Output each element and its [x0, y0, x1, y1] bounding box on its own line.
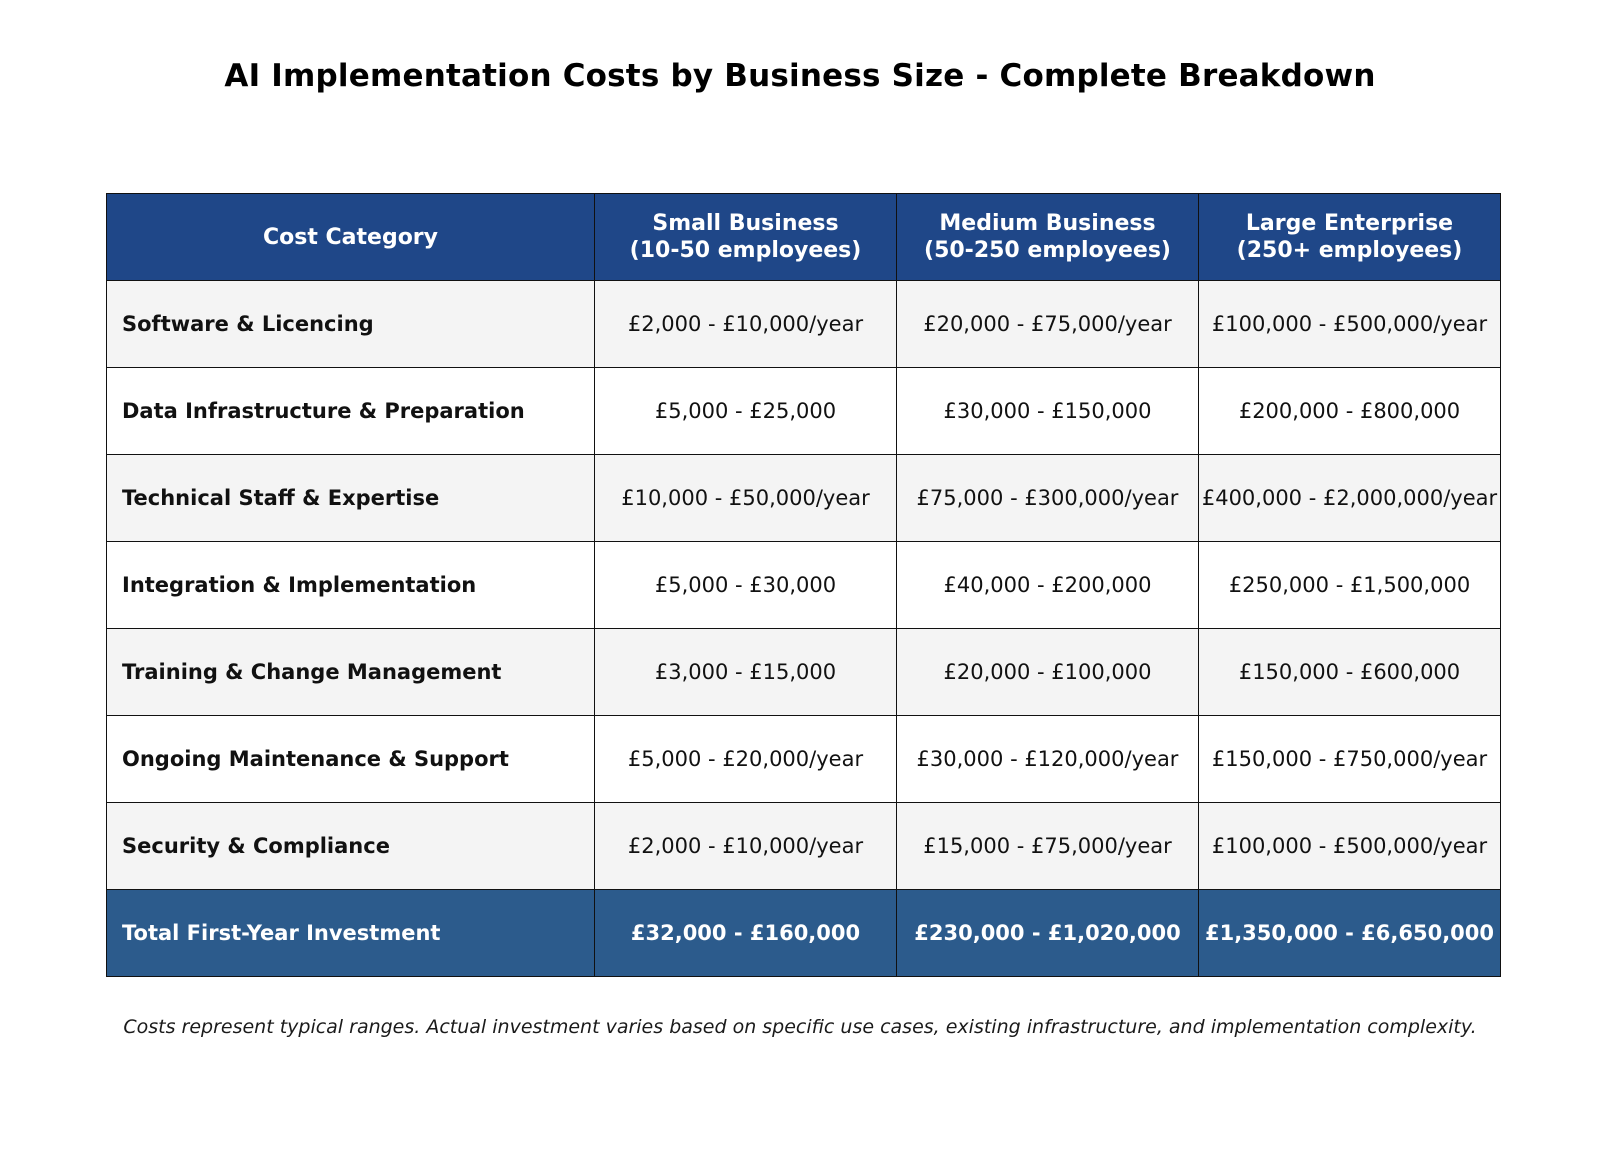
header-line: Large Enterprise: [1245, 211, 1454, 236]
cell-small: £5,000 - £25,000: [595, 368, 897, 455]
row-category: Security & Compliance: [107, 803, 595, 890]
cell-large: £250,000 - £1,500,000: [1199, 542, 1501, 629]
cell-medium: £20,000 - £100,000: [897, 629, 1199, 716]
header-subline: (50-250 employees): [924, 238, 1171, 263]
cell-medium: £20,000 - £75,000/year: [897, 281, 1199, 368]
cell-small: £10,000 - £50,000/year: [595, 455, 897, 542]
cell-small: £5,000 - £20,000/year: [595, 716, 897, 803]
total-small: £32,000 - £160,000: [595, 890, 897, 977]
header-line: Medium Business: [939, 211, 1156, 236]
total-large: £1,350,000 - £6,650,000: [1199, 890, 1501, 977]
total-medium: £230,000 - £1,020,000: [897, 890, 1199, 977]
header-cost-category: [107, 194, 595, 281]
cell-small: £2,000 - £10,000/year: [595, 803, 897, 890]
table-row: [107, 542, 1501, 629]
cell-large: £150,000 - £750,000/year: [1199, 716, 1501, 803]
header-medium-business: [897, 194, 1199, 281]
chart-title: AI Implementation Costs by Business Size - Complete Breakdown: [224, 58, 1376, 94]
cell-small: £5,000 - £30,000: [595, 542, 897, 629]
table-row: [107, 716, 1501, 803]
cell-large: £100,000 - £500,000/year: [1199, 803, 1501, 890]
header-subline: (10-50 employees): [629, 238, 862, 263]
cell-small: £2,000 - £10,000/year: [595, 281, 897, 368]
cell-large: £100,000 - £500,000/year: [1199, 281, 1501, 368]
row-category: Data Infrastructure & Preparation: [107, 368, 595, 455]
row-category: Software & Licencing: [107, 281, 595, 368]
row-category: Technical Staff & Expertise: [107, 455, 595, 542]
header-line: Small Business: [652, 211, 839, 236]
row-category: Integration & Implementation: [107, 542, 595, 629]
header-row: [107, 194, 1501, 281]
table-row: [107, 803, 1501, 890]
cost-table: [106, 193, 1501, 977]
cell-large: £150,000 - £600,000: [1199, 629, 1501, 716]
table-row: [107, 629, 1501, 716]
cell-medium: £30,000 - £150,000: [897, 368, 1199, 455]
header-small-business: [595, 194, 897, 281]
cell-medium: £75,000 - £300,000/year: [897, 455, 1199, 542]
row-category: Ongoing Maintenance & Support: [107, 716, 595, 803]
cell-small: £3,000 - £15,000: [595, 629, 897, 716]
cell-medium: £15,000 - £75,000/year: [897, 803, 1199, 890]
cell-medium: £30,000 - £120,000/year: [897, 716, 1199, 803]
table-row: [107, 281, 1501, 368]
total-row: [107, 890, 1501, 977]
header-line: Cost Category: [262, 224, 438, 250]
table-row: [107, 368, 1501, 455]
footnote: Costs represent typical ranges. Actual investment varies based on specific use cases, existing infrastructure, and implementation complexity.: [123, 1016, 1477, 1038]
total-category: Total First-Year Investment: [107, 890, 595, 977]
cell-large: £400,000 - £2,000,000/year: [1199, 455, 1501, 542]
table-row: [107, 455, 1501, 542]
header-large-enterprise: [1199, 194, 1501, 281]
row-category: Training & Change Management: [107, 629, 595, 716]
header-subline: (250+ employees): [1236, 238, 1463, 263]
cell-large: £200,000 - £800,000: [1199, 368, 1501, 455]
cell-medium: £40,000 - £200,000: [897, 542, 1199, 629]
